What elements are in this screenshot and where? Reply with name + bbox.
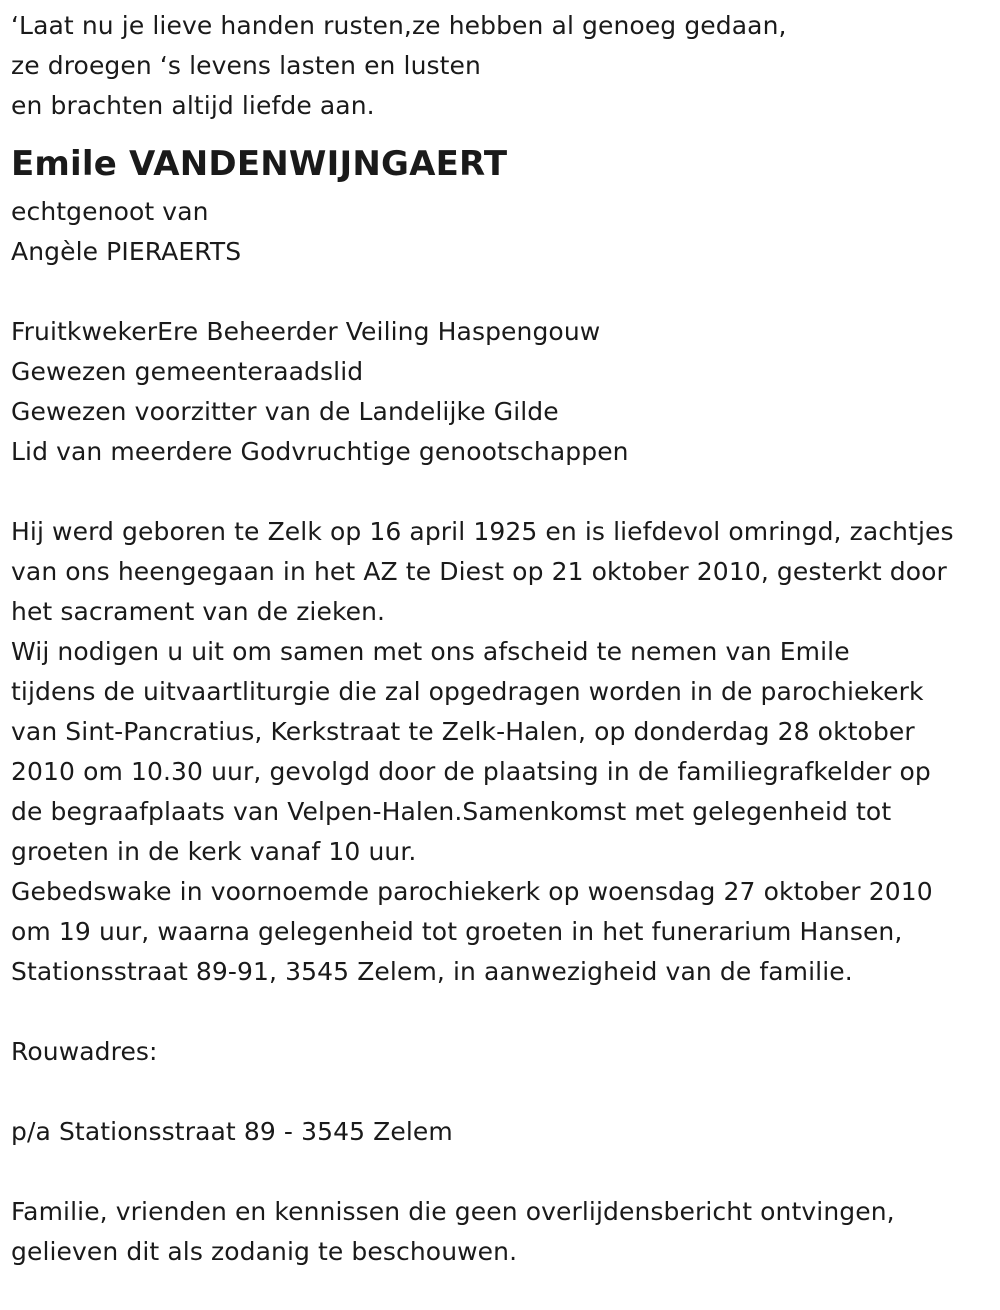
roles-list (11, 312, 1000, 472)
announcement-line: Hij werd geboren te Zelk op 16 april 1925 en is liefdevol omringd, zachtjes (11, 517, 954, 546)
role-item: FruitkwekerEre Beheerder Veiling Haspengouw (11, 317, 601, 346)
announcement-text (11, 512, 1000, 992)
announcement-line: van Sint-Pancratius, Kerkstraat te Zelk-Halen, op donderdag 28 oktober (11, 717, 915, 746)
poem (11, 6, 1000, 126)
poem-line: en brachten altijd liefde aan. (11, 91, 375, 120)
spouse-name: Angèle PIERAERTS (11, 237, 242, 266)
announcement-line: 2010 om 10.30 uur, gevolgd door de plaatsing in de familiegrafkelder op (11, 757, 931, 786)
announcement-line: Stationsstraat 89-91, 3545 Zelem, in aanwezigheid van de familie. (11, 957, 853, 986)
closing-line: gelieven dit als zodanig te beschouwen. (11, 1237, 518, 1266)
deceased-name: Emile VANDENWIJNGAERT (11, 144, 508, 184)
announcement-line: van ons heengegaan in het AZ te Diest op 21 oktober 2010, gesterkt door (11, 557, 947, 586)
announcement-line: om 19 uur, waarna gelegenheid tot groeten in het funerarium Hansen, (11, 917, 903, 946)
role-item: Gewezen voorzitter van de Landelijke Gilde (11, 397, 559, 426)
poem-line: ze droegen ‘s levens lasten en lusten (11, 51, 481, 80)
spacer (11, 272, 1000, 312)
announcement-line: het sacrament van de zieken. (11, 597, 386, 626)
role-item: Lid van meerdere Godvruchtige genootschappen (11, 437, 629, 466)
spacer (11, 472, 1000, 512)
address-value: p/a Stationsstraat 89 - 3545 Zelem (11, 1117, 453, 1146)
role-item: Gewezen gemeenteraadslid (11, 357, 364, 386)
closing-line: Familie, vrienden en kennissen die geen overlijdensbericht ontvingen, (11, 1197, 895, 1226)
closing-text (11, 1192, 1000, 1272)
announcement-line: de begraafplaats van Velpen-Halen.Samenkomst met gelegenheid tot (11, 797, 892, 826)
announcement-line: groeten in de kerk vanaf 10 uur. (11, 837, 417, 866)
relation-text: echtgenoot van (11, 197, 209, 226)
spacer (11, 1152, 1000, 1192)
announcement-line: tijdens de uitvaartliturgie die zal opgedragen worden in de parochiekerk (11, 677, 924, 706)
announcement-line: Gebedswake in voornoemde parochiekerk op woensdag 27 oktober 2010 (11, 877, 933, 906)
address-label: Rouwadres: (11, 1037, 158, 1066)
poem-line: ‘Laat nu je lieve handen rusten,ze hebben al genoeg gedaan, (11, 11, 787, 40)
announcement-line: Wij nodigen u uit om samen met ons afscheid te nemen van Emile (11, 637, 850, 666)
spacer (11, 992, 1000, 1032)
spacer (11, 1072, 1000, 1112)
